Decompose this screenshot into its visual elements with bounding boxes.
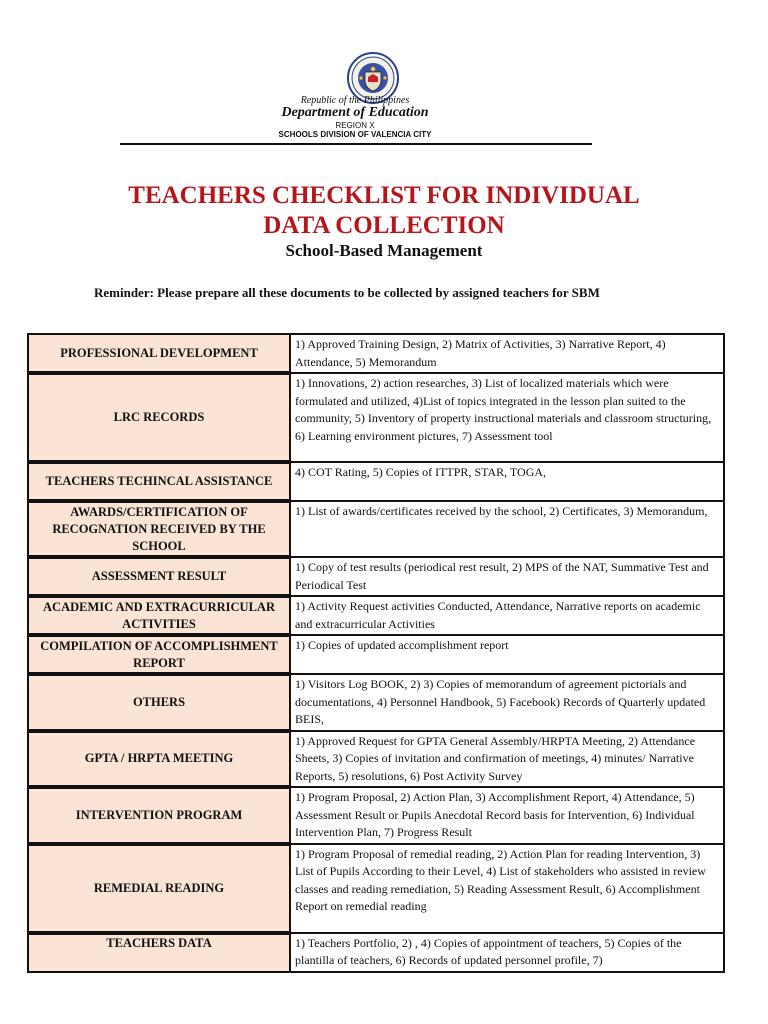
category-cell: ACADEMIC AND EXTRACURRICULAR ACTIVITIES (28, 596, 290, 635)
table-row (28, 596, 724, 635)
table-row (28, 501, 724, 557)
documents-cell: 1) Activity Request activities Conducted, Attendance, Narrative reports on academic and extracurricular Activities (290, 596, 724, 635)
category-cell: GPTA / HRPTA MEETING (28, 731, 290, 788)
category-cell: ASSESSMENT RESULT (28, 557, 290, 596)
department-name: Department of Education (281, 105, 429, 120)
category-cell: TEACHERS DATA (28, 933, 290, 972)
documents-cell: 1) Program Proposal of remedial reading, 2) Action Plan for reading Intervention, 3) List of Pupils According to their Level, 4) List of stakeholders who assisted in review classes and reading remediation, 5) Reading Assessment Result, 6) Accomplishment Report on remedial reading (290, 844, 724, 933)
documents-cell: 1) Copies of updated accomplishment report (290, 635, 724, 674)
category-cell: COMPILATION OF ACCOMPLISHMENT REPORT (28, 635, 290, 674)
region-text: REGION X (335, 121, 375, 130)
header-divider (120, 143, 592, 145)
documents-cell: 4) COT Rating, 5) Copies of ITTPR, STAR, TOGA, (290, 462, 724, 501)
category-cell: PROFESSIONAL DEVELOPMENT (28, 334, 290, 373)
table-row (28, 462, 724, 501)
page-subtitle: School-Based Management (285, 241, 483, 260)
documents-cell: 1) Approved Request for GPTA General Assembly/HRPTA Meeting, 2) Attendance Sheets, 3) Copies of invitation and confirmation of meetings, 4) minutes/ Narrative Reports, 5) resolutions, 6) Post Activity Survey (290, 731, 724, 788)
documents-cell: 1) Innovations, 2) action researches, 3) List of localized materials which were formulated and utilized, 4)List of topics integrated in the lesson plan suited to the community, 5) Inventory of property instructional materials and classroom structuring, 6) Learning environment pictures, 7) Assessment tool (290, 373, 724, 462)
table-row (28, 674, 724, 731)
category-cell: INTERVENTION PROGRAM (28, 787, 290, 844)
title-line-2: DATA COLLECTION (263, 212, 505, 239)
category-cell: OTHERS (28, 674, 290, 731)
reminder-note: Reminder: Please prepare all these documents to be collected by assigned teachers for SBM (94, 285, 600, 300)
table-row (28, 731, 724, 788)
republic-text: Republic of the Philippines (300, 95, 410, 106)
category-cell: TEACHERS TECHINCAL ASSISTANCE (28, 462, 290, 501)
category-cell: REMEDIAL READING (28, 844, 290, 933)
division-text: SCHOOLS DIVISION OF VALENCIA CITY (278, 130, 432, 139)
documents-cell: 1) Program Proposal, 2) Action Plan, 3) Accomplishment Report, 4) Attendance, 5) Assessment Result or Pupils Anecdotal Record basis for Intervention, 6) Individual Intervention Plan, 7) Progress Result (290, 787, 724, 844)
documents-cell: 1) Approved Training Design, 2) Matrix of Activities, 3) Narrative Report, 4) Attendance, 5) Memorandum (290, 334, 724, 373)
table-row (28, 557, 724, 596)
table-row (28, 334, 724, 373)
page-title (0, 181, 768, 241)
documents-cell: 1) Teachers Portfolio, 2) , 4) Copies of appointment of teachers, 5) Copies of the plantilla of teachers, 6) Records of updated personnel profile, 7) (290, 933, 724, 972)
table-row (28, 933, 724, 972)
table-row (28, 787, 724, 844)
checklist-table (27, 333, 725, 973)
documents-cell: 1) Copy of test results (periodical rest result, 2) MPS of the NAT, Summative Test and Periodical Test (290, 557, 724, 596)
table-row (28, 635, 724, 674)
category-cell: LRC RECORDS (28, 373, 290, 462)
documents-cell: 1) Visitors Log BOOK, 2) 3) Copies of memorandum of agreement pictorials and documentations, 4) Personnel Handbook, 5) Facebook) Records of Quarterly updated BEIS, (290, 674, 724, 731)
table-row (28, 844, 724, 933)
table-row (28, 373, 724, 462)
category-cell: AWARDS/CERTIFICATION OF RECOGNATION RECEIVED BY THE SCHOOL (28, 501, 290, 557)
title-line-1: TEACHERS CHECKLIST FOR INDIVIDUAL (128, 182, 640, 209)
documents-cell: 1) List of awards/certificates received by the school, 2) Certificates, 3) Memorandum, (290, 501, 724, 557)
